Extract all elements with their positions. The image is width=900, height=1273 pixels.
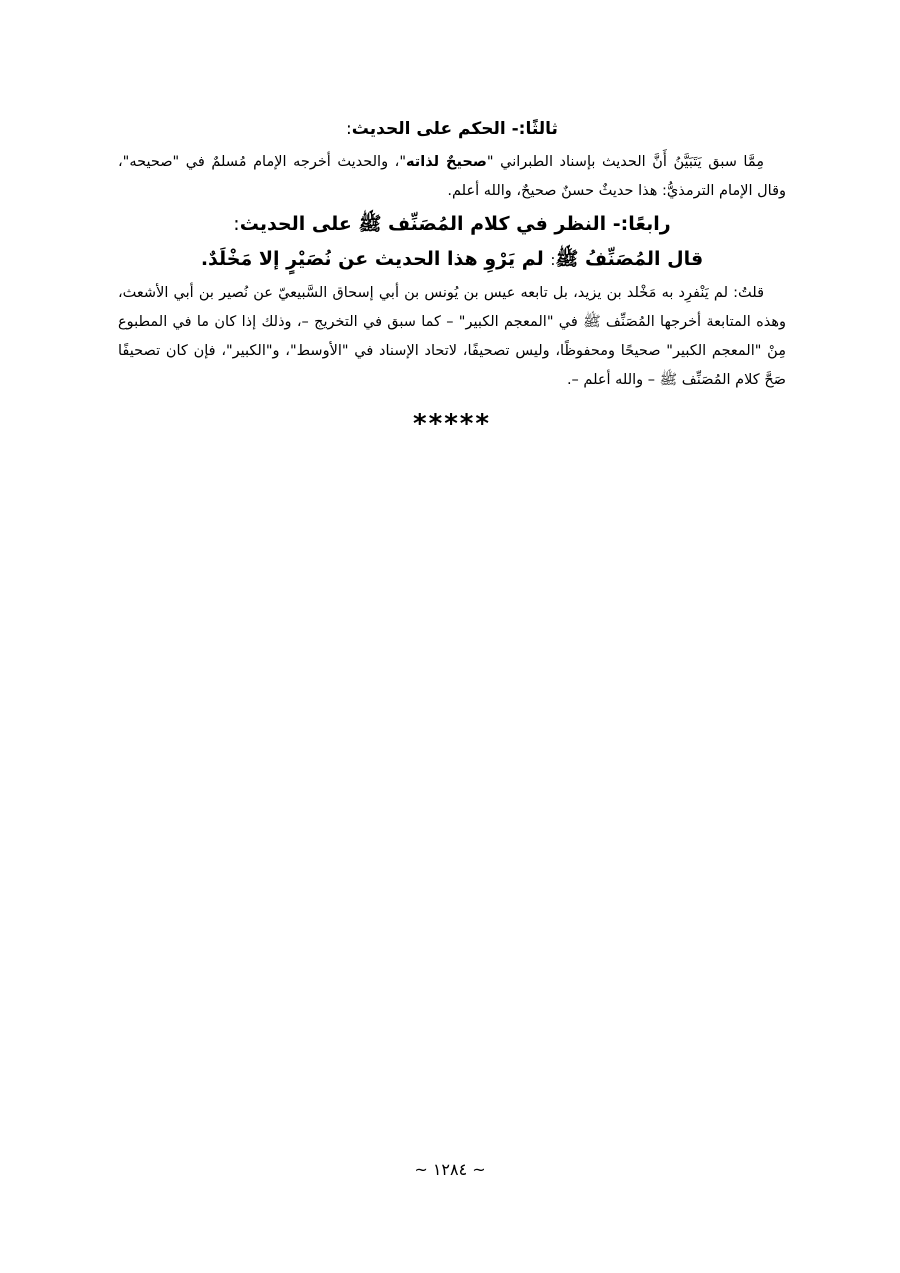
section-heading-examination (118, 206, 786, 242)
section-heading-ruling-label: ثالثًا:- الحكم على الحديث (351, 119, 558, 139)
paragraph-ruling-pre: مِمَّا سبق يَتَبَيَّنُ أَنَّ الحديث بإسناد الطبراني " (486, 154, 764, 170)
paragraph-ruling-post: "، والحديث أخرجه الإمام مُسلمٌ في "صحيحه"، وقال الإمام الترمذيُّ: هذا حديثٌ حسنٌ صحيحٌ، والله أعلم. (118, 154, 786, 199)
section-heading-ruling-colon: : (346, 119, 352, 139)
section-heading-ruling (118, 112, 786, 146)
paragraph-ruling (118, 148, 786, 206)
section-separator: ***** (413, 409, 491, 439)
paragraph-commentary: قلتُ: لم يَنْفرِد به مَخْلد بن يزيد، بل تابعه عيس بن يُونس بن أبي إسحاق السَّبيعيّ عن نُصير بن أبي الأشعث، وهذه المتابعة أخرجها المُصَنِّف ﷺ في "المعجم الكبير" – كما سبق في التخريج –، وذلك إذا كان ما في المطبوع مِنْ "المعجم الكبير" صحيحًا ومحفوظًا، وليس تصحيفًا، لاتحاد الإسناد في "الأوسط"، و"الكبير"، فإن كان تصحيفًا صَحَّ كلام المُصَنِّف ﷺ – والله أعلم –. (118, 285, 786, 388)
author-quote-colon: : (550, 251, 556, 269)
page-number: ~ ١٢٨٤ ~ (414, 1160, 486, 1179)
paragraph-ruling-bold: صحيحٌ لذاته (406, 154, 487, 170)
section-heading-examination-colon: : (233, 213, 240, 235)
section-heading-examination-label: رابعًا:- النظر في كلام المُصَنِّف ﷺ على الحديث (239, 213, 671, 235)
author-quote (118, 242, 786, 277)
author-quote-text: لم يَرْوِ هذا الحديث عن نُصَيْرٍ إلا مَخْلَدٌ. (200, 248, 544, 270)
author-quote-label: قال المُصَنِّفُ ﷺ (555, 248, 704, 270)
document-page (118, 112, 786, 439)
